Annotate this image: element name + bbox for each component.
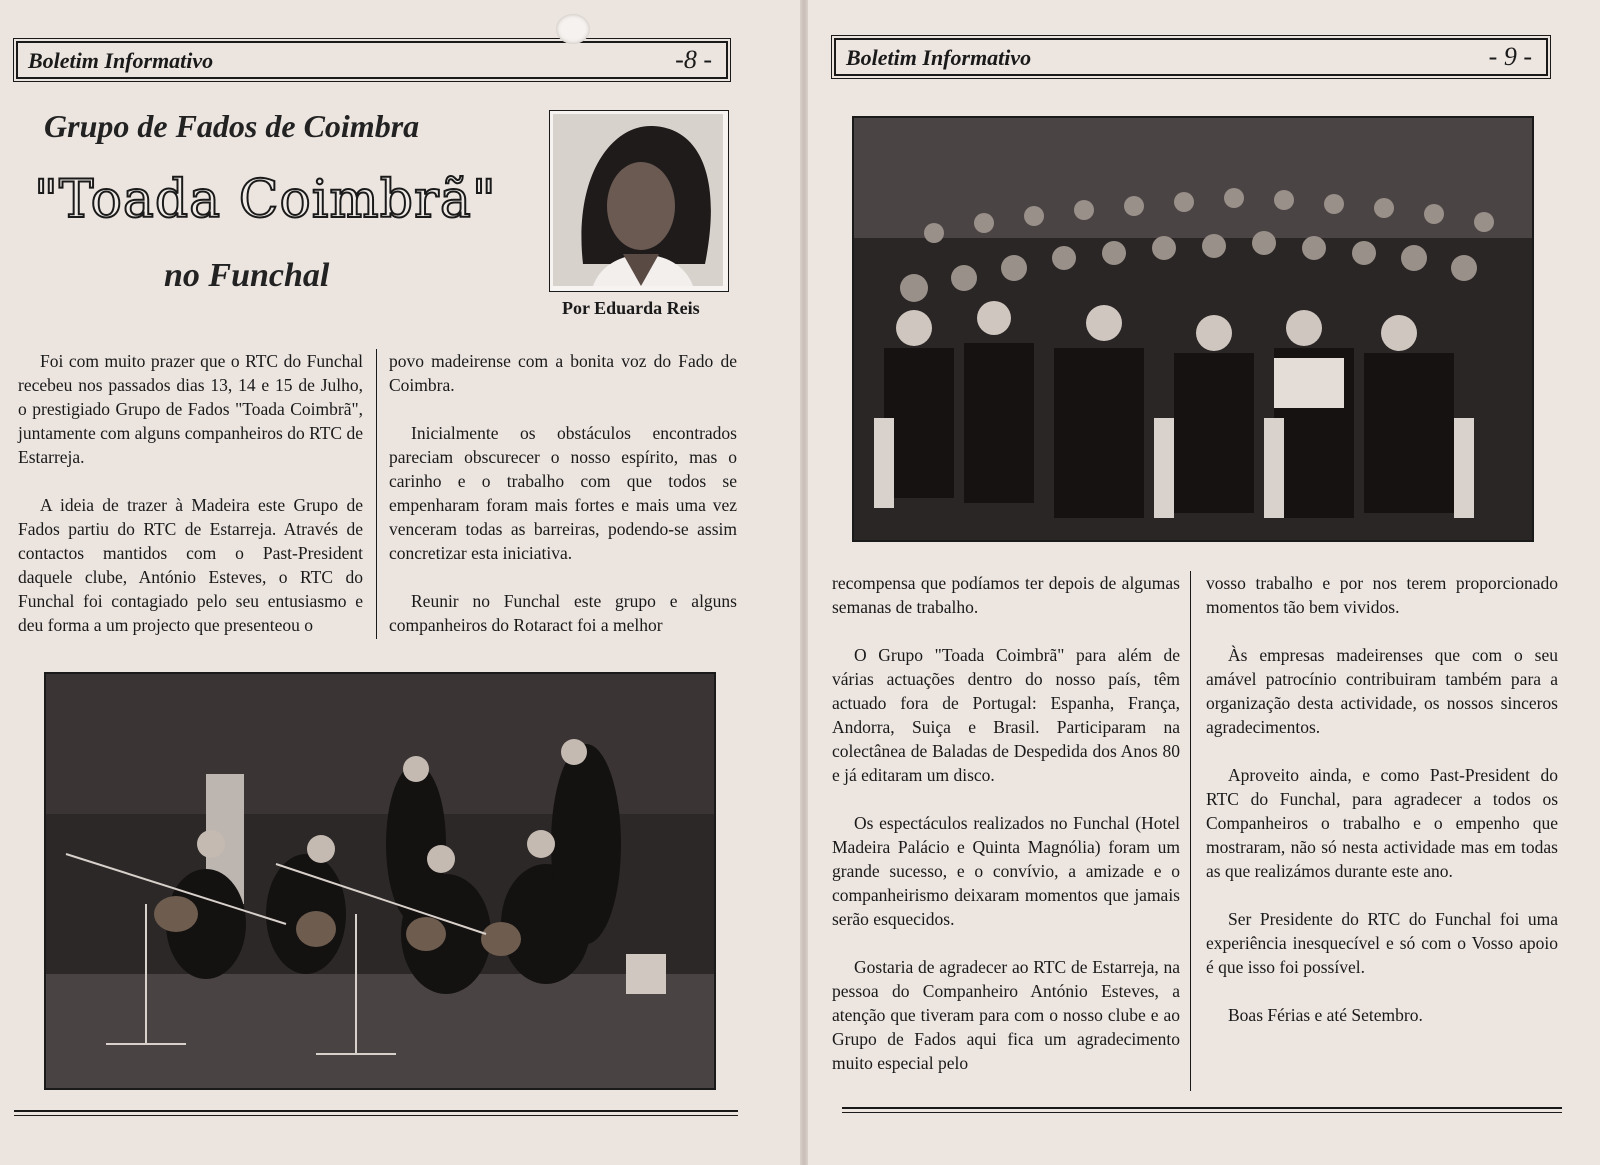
footer-rule bbox=[14, 1110, 738, 1116]
bulletin-title: Boletim Informativo bbox=[28, 48, 214, 73]
paragraph: vosso trabalho e por nos terem proporcionado momentos tão bem vividos. bbox=[1206, 573, 1558, 617]
byline: Por Eduarda Reis bbox=[562, 298, 700, 318]
page-header bbox=[834, 38, 1548, 76]
paragraph: recompensa que podíamos ter depois de algumas semanas de trabalho. bbox=[832, 573, 1180, 617]
bleed-through bbox=[400, 110, 770, 790]
paragraph: Os espectáculos realizados no Funchal (Hotel Madeira Palácio e Quinta Magnólia) foram um grande sucesso, e o convívio, a amizade e o companheirismo deixaram momentos que jamais serão esquecidos. bbox=[832, 813, 1180, 929]
right-col-1 bbox=[832, 571, 1180, 1099]
headline-line-3: no Funchal bbox=[164, 257, 330, 294]
paragraph: O Grupo "Toada Coimbrã" para além de várias actuações dentro do nosso país, têm actuado fora de Portugal: Espanha, França, Andorra, Suiça e Brasil. Participaram na colectânea de Baladas de Despedida dos Anos 80 e já editaram um disco. bbox=[832, 645, 1180, 785]
binding-gutter bbox=[800, 0, 808, 1165]
footer-rule bbox=[842, 1107, 1562, 1113]
column-divider bbox=[1190, 571, 1191, 1091]
headline-line-2: "Toada Coimbrã" bbox=[34, 170, 497, 230]
paragraph: Às empresas madeirenses que com o seu amável patrocínio contribuiram também para a organização desta actividade, os nossos sinceros agradecimentos. bbox=[1206, 645, 1558, 737]
paragraph: Aproveito ainda, e como Past-President do RTC do Funchal, para agradecer a todos os Companheiros o trabalho e o empenho que mostraram, não só nesta actividade mas em todas as que realizámos durante este ano. bbox=[1206, 765, 1558, 881]
column-divider bbox=[376, 349, 377, 639]
paragraph: povo madeirense com a bonita voz do Fado de Coimbra. bbox=[389, 351, 737, 395]
right-col-2 bbox=[1206, 571, 1558, 1051]
page-number: -8 - bbox=[675, 45, 712, 74]
paragraph: Foi com muito prazer que o RTC do Funchal recebeu nos passados dias 13, 14 e 15 de Julho, o prestigiado Grupo de Fados "Toada Coimbrã", juntamente com alguns companheiros do RTC de Estarreja. bbox=[18, 351, 363, 467]
page-header bbox=[16, 41, 728, 79]
paragraph: Boas Férias e até Setembro. bbox=[1228, 1005, 1423, 1025]
page-number: - 9 - bbox=[1488, 42, 1532, 71]
paragraph: A ideia de trazer à Madeira este Grupo de Fados partiu do RTC de Estarreja. Através de contactos mantidos com o Past-President daquele clube, António Esteves, o RTC do Funchal foi contagiado pelo seu entusiasmo e deu forma a um projecto que presenteou o bbox=[18, 495, 363, 635]
left-col-1 bbox=[18, 349, 363, 661]
paragraph: Reunir no Funchal este grupo e alguns companheiros do Rotaract foi a melhor bbox=[389, 591, 737, 635]
punch-hole bbox=[556, 14, 590, 44]
paragraph: Gostaria de agradecer ao RTC de Estarreja, na pessoa do Companheiro António Esteves, a atenção que tiveram para com o nosso clube e ao Grupo de Fados aqui fica um agradecimento muito especial pelo bbox=[832, 957, 1180, 1073]
paragraph: Inicialmente os obstáculos encontrados pareciam obscurecer o nosso espírito, mas o carinho e o trabalho com que todos se empenharam foram mais fortes e mais uma vez venceram todas as barreiras, podendo-se assim concretizar esta iniciativa. bbox=[389, 423, 737, 563]
bulletin-title: Boletim Informativo bbox=[846, 45, 1032, 70]
audience-illustration bbox=[854, 118, 1532, 540]
page-9 bbox=[808, 0, 1600, 1165]
headline-line-1: Grupo de Fados de Coimbra bbox=[44, 108, 420, 144]
paragraph: Ser Presidente do RTC do Funchal foi uma experiência inesquecível e só com o Vosso apoio é que isso foi possível. bbox=[1206, 909, 1558, 977]
audience-photo bbox=[852, 116, 1534, 542]
